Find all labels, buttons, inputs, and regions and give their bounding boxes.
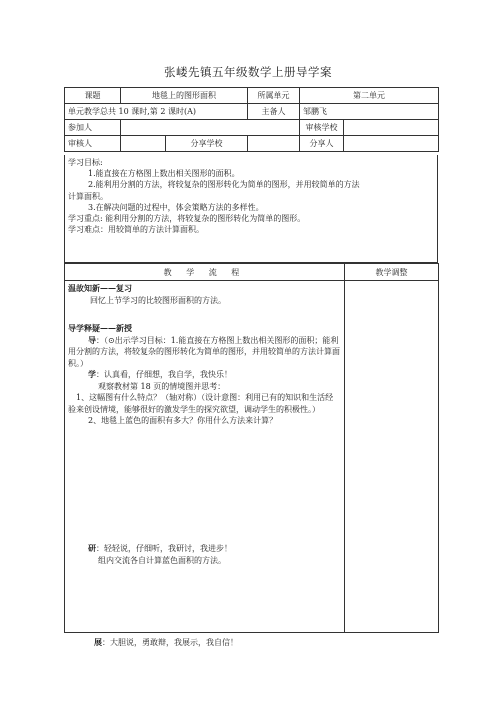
key-point: 学习重点: 能利用分割的方法，将较复杂的图形转化为简单的图形。: [68, 214, 306, 224]
objective-2: 2.能利用分割的方法，将较复杂的图形转化为简单的图形，并用较简单的方法: [88, 180, 360, 190]
flow-table: [64, 263, 439, 647]
objectives-box: [64, 155, 438, 263]
section-review-body: 回忆上节学习的比较图形面积的方法。: [90, 295, 226, 305]
value-share-school: [248, 136, 300, 152]
value-topic: 地毯上的图形面积: [121, 88, 248, 104]
section-new-title: 导学释疑——新授: [68, 323, 132, 333]
flow-heading: 教 学 流 程: [65, 264, 345, 281]
label-author: 主备人: [248, 104, 300, 120]
question-1: 1、这幅图有什么特点？（轴对称）（设计意图：利用已有的知识和生活经验来创设情境，能够很好的激发学生的探究欲望，调动学生的积极性。）: [68, 393, 334, 414]
value-review-school: [344, 120, 439, 136]
objectives-heading: 学习目标:: [68, 158, 103, 167]
show-label: 展: [94, 637, 102, 647]
value-sharer: [344, 136, 439, 152]
label-unit: 所属单元: [248, 88, 300, 104]
label-topic: 课题: [65, 88, 121, 104]
show-text: ：大胆说，勇敢辩，我展示，我自信！: [102, 638, 238, 647]
label-reviewer: 审核人: [65, 136, 121, 152]
flow-content: [65, 281, 345, 647]
info-table: [64, 87, 439, 152]
label-participants: 参加人: [65, 120, 121, 136]
adjust-column: [345, 281, 439, 633]
objective-2-cont: 计算面积。: [68, 191, 108, 201]
value-reviewer: [121, 136, 166, 152]
adjust-heading: 教学调整: [345, 264, 439, 281]
objective-3: 3.在解决问题的过程中，体会策略方法的多样性。: [88, 202, 264, 212]
value-author: 邹鹏飞: [300, 104, 439, 120]
research-label: 研: [88, 543, 96, 553]
guide-label: 导: [88, 334, 96, 345]
label-review-school: 审核学校: [300, 120, 344, 136]
value-unit: 第二单元: [300, 88, 439, 104]
value-participants: [121, 120, 300, 136]
question-2: 2、地毯上蓝色的面积有多大？你用什么方法来计算？: [88, 416, 278, 425]
objective-1: 1.能直接在方格图上数出相关图形的面积。: [88, 169, 240, 179]
page-title: 张嵝先镇五年级数学上册导学案: [164, 65, 332, 79]
label-share-school: 分享学校: [166, 136, 248, 152]
section-review-title: 温故知新——复习: [68, 283, 132, 293]
research-text: ：轻轻说，仔细听，我研讨，我进步！: [96, 544, 232, 553]
value-lessons: 单元教学总共 10 课时,第 2 课时(A): [65, 104, 248, 120]
learn-label: 学: [88, 369, 96, 379]
learn-text: ：认真看，仔细想，我自学，我快乐！: [96, 370, 232, 379]
observe-text: 观察教材第 18 页的情境图并思考：: [98, 381, 226, 391]
research-body: 组内交流各自计算蓝色面积的方法。: [98, 555, 226, 565]
label-sharer: 分享人: [300, 136, 344, 152]
difficult-point: 学习难点：用较简单的方法计算面积。: [68, 225, 204, 235]
guide-text: ：（⊙出示学习目标：1.能直接在方格图上数出相关图形的面积；能利用分割的方法，将较复杂的图形转化为简单的图形，并用较简单的方法计算面积。）: [68, 335, 340, 368]
